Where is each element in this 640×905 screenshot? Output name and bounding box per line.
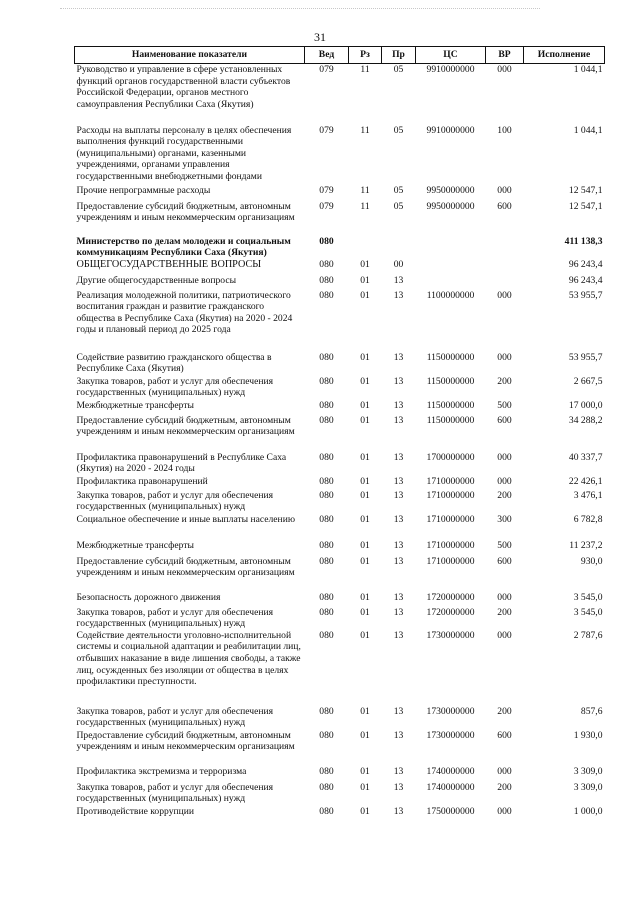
cell-pr: 13 bbox=[393, 489, 404, 501]
cell-pr: 13 bbox=[393, 629, 404, 641]
cell-vr: 000 bbox=[497, 184, 512, 196]
cell-rz: 01 bbox=[360, 729, 370, 741]
cell-pr: 13 bbox=[393, 591, 404, 603]
cell-exec: 411 138,3 bbox=[564, 235, 603, 247]
cell-rz: 01 bbox=[360, 414, 370, 426]
cell-vr: 000 bbox=[497, 475, 512, 487]
cell-pr: 13 bbox=[393, 513, 404, 525]
cell-rz: 01 bbox=[360, 513, 370, 525]
cell-cs: 1710000000 bbox=[426, 489, 475, 501]
cell-rz: 01 bbox=[360, 781, 370, 793]
cell-name: Социальное обеспечение и иные выплаты населению bbox=[76, 513, 295, 525]
cell-ved: 080 bbox=[319, 781, 334, 793]
cell-cs bbox=[416, 275, 486, 290]
cell-name: Содействие деятельности уголовно-исполнительной системы и социальной адаптации и реабилитации лиц, отбывших наказание в виде лишения свободы, а также лиц, осужденных без изоляции от общества в целях профилактики преступности. bbox=[76, 629, 301, 688]
cell-exec: 12 547,1 bbox=[568, 184, 603, 196]
cell-cs: 9950000000 bbox=[426, 200, 475, 212]
table-row bbox=[75, 125, 605, 185]
cell-rz: 01 bbox=[360, 351, 370, 363]
cell-name: Безопасность дорожного движения bbox=[76, 591, 221, 603]
cell-pr: 00 bbox=[393, 258, 404, 270]
table-row bbox=[75, 400, 605, 415]
cell-vr: 200 bbox=[497, 489, 512, 501]
cell-name: Закупка товаров, работ и услуг для обеспечения государственных (муниципальных) нужд bbox=[76, 781, 274, 805]
table-row bbox=[75, 630, 605, 706]
cell-pr: 13 bbox=[393, 451, 404, 463]
cell-exec: 2 667,5 bbox=[573, 375, 603, 387]
cell-name: Реализация молодежной политики, патриотического воспитания граждан и развитие гражданского общества в Республике Саха (Якутия) на 2020 - 2024 годы и плановый период до 2025 года bbox=[76, 289, 293, 336]
table-row bbox=[75, 607, 605, 630]
cell-ved: 080 bbox=[319, 629, 334, 641]
cell-cs bbox=[416, 259, 486, 275]
table-row bbox=[75, 592, 605, 607]
cell-name: Расходы на выплаты персоналу в целях обеспечения выполнения функций государственными (муниципальными) органами, казенными учреждениями, органами управления государственными внебюджетными фондами bbox=[76, 124, 292, 182]
cell-pr: 13 bbox=[393, 274, 404, 286]
cell-pr: 05 bbox=[393, 64, 404, 75]
cell-rz: 01 bbox=[360, 375, 370, 387]
cell-pr: 13 bbox=[393, 414, 404, 426]
cell-ved: 080 bbox=[319, 513, 334, 525]
cell-pr: 13 bbox=[393, 375, 404, 387]
table-header-row bbox=[75, 47, 605, 64]
cell-exec: 96 243,4 bbox=[568, 258, 603, 270]
header-exec: Исполнение bbox=[524, 47, 605, 64]
cell-exec: 53 955,7 bbox=[568, 289, 603, 301]
cell-rz: 01 bbox=[360, 805, 370, 817]
cell-rz bbox=[349, 236, 382, 259]
cell-name: Содействие развитию гражданского общества в Республике Саха (Якутия) bbox=[76, 351, 272, 375]
cell-exec: 3 309,0 bbox=[573, 765, 603, 777]
cell-name: Предоставление субсидий бюджетным, автономным учреждениям и иным некоммерческим организациям bbox=[76, 729, 295, 753]
table-row bbox=[75, 806, 605, 820]
cell-ved: 080 bbox=[319, 606, 334, 618]
cell-vr: 100 bbox=[497, 124, 512, 136]
cell-pr: 05 bbox=[393, 124, 404, 136]
page-number: 31 bbox=[314, 30, 326, 44]
cell-ved: 079 bbox=[319, 64, 334, 75]
cell-exec: 1 930,0 bbox=[573, 729, 603, 741]
table-row bbox=[75, 540, 605, 556]
table-row bbox=[75, 452, 605, 476]
cell-ved: 079 bbox=[319, 200, 334, 212]
cell-vr: 600 bbox=[497, 729, 512, 741]
table-row bbox=[75, 476, 605, 490]
cell-vr: 200 bbox=[497, 705, 512, 717]
cell-name: Другие общегосударственные вопросы bbox=[76, 274, 237, 286]
cell-cs: 1150000000 bbox=[426, 414, 475, 426]
cell-name: Предоставление субсидий бюджетным, автономным учреждениям и иным некоммерческим организациям bbox=[76, 414, 295, 438]
cell-exec: 96 243,4 bbox=[568, 274, 603, 286]
cell-ved: 080 bbox=[319, 805, 334, 817]
cell-name: Закупка товаров, работ и услуг для обеспечения государственных (муниципальных) нужд bbox=[76, 705, 274, 729]
cell-name: Профилактика правонарушений в Республике Саха (Якутия) на 2020 - 2024 годы bbox=[76, 451, 287, 475]
cell-exec: 930,0 bbox=[580, 555, 603, 567]
cell-cs: 1700000000 bbox=[426, 451, 475, 463]
cell-rz: 01 bbox=[360, 489, 370, 501]
cell-exec: 22 426,1 bbox=[568, 475, 603, 487]
cell-ved: 080 bbox=[319, 274, 334, 286]
cell-pr: 13 bbox=[393, 399, 404, 411]
cell-cs: 1710000000 bbox=[426, 513, 475, 525]
cell-vr: 300 bbox=[497, 513, 512, 525]
cell-ved: 080 bbox=[319, 475, 334, 487]
cell-ved: 080 bbox=[319, 351, 334, 363]
cell-rz: 01 bbox=[360, 765, 370, 777]
cell-ved: 080 bbox=[319, 451, 334, 463]
cell-cs: 1740000000 bbox=[426, 781, 475, 793]
cell-pr: 13 bbox=[393, 705, 404, 717]
cell-vr: 500 bbox=[497, 539, 512, 551]
scan-noise-line bbox=[60, 8, 540, 15]
cell-exec: 40 337,7 bbox=[568, 451, 603, 463]
cell-pr: 13 bbox=[393, 606, 404, 618]
cell-vr: 000 bbox=[497, 289, 512, 301]
cell-cs: 1150000000 bbox=[426, 351, 475, 363]
table-row bbox=[75, 64, 605, 125]
table-row bbox=[75, 290, 605, 352]
cell-rz: 01 bbox=[360, 705, 370, 717]
cell-rz: 01 bbox=[360, 629, 370, 641]
cell-rz: 11 bbox=[360, 184, 370, 196]
cell-vr: 000 bbox=[497, 591, 512, 603]
cell-cs bbox=[416, 236, 486, 259]
cell-ved: 080 bbox=[319, 399, 334, 411]
cell-name: Прочие непрограммные расходы bbox=[76, 184, 211, 196]
cell-vr: 000 bbox=[497, 64, 512, 75]
cell-vr: 200 bbox=[497, 781, 512, 793]
table-row bbox=[75, 376, 605, 400]
cell-vr: 600 bbox=[497, 414, 512, 426]
cell-ved: 080 bbox=[319, 375, 334, 387]
cell-cs: 1730000000 bbox=[426, 729, 475, 741]
cell-exec: 53 955,7 bbox=[568, 351, 603, 363]
cell-ved: 080 bbox=[319, 258, 334, 270]
table-row bbox=[75, 201, 605, 236]
cell-cs: 1710000000 bbox=[426, 539, 475, 551]
header-pr: Пр bbox=[382, 47, 416, 64]
cell-name: Профилактика правонарушений bbox=[76, 475, 208, 487]
cell-rz: 01 bbox=[360, 475, 370, 487]
cell-rz: 01 bbox=[360, 399, 370, 411]
cell-ved: 079 bbox=[319, 124, 334, 136]
cell-rz: 01 bbox=[360, 289, 370, 301]
cell-pr bbox=[382, 236, 416, 259]
cell-rz: 01 bbox=[360, 451, 370, 463]
cell-name: ОБЩЕГОСУДАРСТВЕННЫЕ ВОПРОСЫ bbox=[76, 258, 262, 270]
cell-rz: 11 bbox=[360, 124, 370, 136]
cell-ved: 080 bbox=[319, 555, 334, 567]
cell-name: Противодействие коррупции bbox=[76, 805, 195, 817]
cell-name: Предоставление субсидий бюджетным, автономным учреждениям и иным некоммерческим организациям bbox=[76, 555, 295, 579]
cell-name: Профилактика экстремизма и терроризма bbox=[76, 765, 247, 777]
cell-exec: 17 000,0 bbox=[568, 399, 603, 411]
cell-exec: 857,6 bbox=[580, 705, 603, 717]
cell-exec: 11 237,2 bbox=[569, 539, 603, 551]
cell-cs: 1750000000 bbox=[426, 805, 475, 817]
cell-vr: 000 bbox=[497, 451, 512, 463]
table-row bbox=[75, 556, 605, 592]
table-row bbox=[75, 185, 605, 201]
table-row bbox=[75, 706, 605, 730]
cell-ved: 080 bbox=[319, 414, 334, 426]
cell-vr: 000 bbox=[497, 805, 512, 817]
header-ved: Вед bbox=[305, 47, 349, 64]
cell-rz: 01 bbox=[360, 258, 370, 270]
cell-ved: 079 bbox=[319, 184, 334, 196]
cell-cs: 1720000000 bbox=[426, 591, 475, 603]
cell-name: Закупка товаров, работ и услуг для обеспечения государственных (муниципальных) нужд bbox=[76, 489, 274, 513]
table-row bbox=[75, 514, 605, 540]
cell-vr: 600 bbox=[497, 200, 512, 212]
table-row bbox=[75, 730, 605, 766]
cell-cs: 1730000000 bbox=[426, 629, 475, 641]
cell-vr: 200 bbox=[497, 606, 512, 618]
cell-rz: 01 bbox=[360, 591, 370, 603]
cell-pr: 13 bbox=[393, 351, 404, 363]
cell-rz: 11 bbox=[360, 64, 370, 75]
cell-cs: 1100000000 bbox=[426, 289, 475, 301]
cell-pr: 13 bbox=[393, 805, 404, 817]
cell-name: Закупка товаров, работ и услуг для обеспечения государственных (муниципальных) нужд bbox=[76, 606, 274, 630]
cell-vr: 000 bbox=[497, 765, 512, 777]
cell-name: Межбюджетные трансферты bbox=[76, 399, 194, 411]
table-body bbox=[75, 64, 605, 820]
cell-ved: 080 bbox=[319, 235, 334, 247]
cell-cs: 1720000000 bbox=[426, 606, 475, 618]
cell-vr bbox=[486, 275, 524, 290]
cell-exec: 3 545,0 bbox=[573, 591, 603, 603]
cell-pr: 05 bbox=[393, 200, 404, 212]
cell-rz: 01 bbox=[360, 606, 370, 618]
cell-cs: 1150000000 bbox=[426, 399, 475, 411]
cell-vr bbox=[486, 236, 524, 259]
cell-vr: 000 bbox=[497, 351, 512, 363]
cell-ved: 080 bbox=[319, 729, 334, 741]
cell-exec: 3 545,0 bbox=[573, 606, 603, 618]
cell-exec: 1 000,0 bbox=[573, 805, 603, 817]
cell-exec: 1 044,1 bbox=[573, 64, 603, 75]
table-row bbox=[75, 782, 605, 806]
cell-pr: 13 bbox=[393, 539, 404, 551]
cell-rz: 01 bbox=[360, 555, 370, 567]
cell-exec: 6 782,8 bbox=[573, 513, 603, 525]
header-cs: ЦС bbox=[416, 47, 486, 64]
cell-vr: 000 bbox=[497, 629, 512, 641]
cell-vr: 600 bbox=[497, 555, 512, 567]
cell-exec: 3 476,1 bbox=[573, 489, 603, 501]
table-row bbox=[75, 490, 605, 514]
cell-cs: 9950000000 bbox=[426, 184, 475, 196]
cell-vr bbox=[486, 259, 524, 275]
cell-name: Предоставление субсидий бюджетным, автономным учреждениям и иным некоммерческим организациям bbox=[76, 200, 295, 224]
cell-exec: 1 044,1 bbox=[573, 124, 603, 136]
table-row bbox=[75, 352, 605, 376]
table-row bbox=[75, 259, 605, 275]
cell-exec: 34 288,2 bbox=[568, 414, 603, 426]
cell-exec: 2 787,6 bbox=[573, 629, 603, 641]
table-row bbox=[75, 766, 605, 782]
cell-exec: 12 547,1 bbox=[568, 200, 603, 212]
cell-vr: 200 bbox=[497, 375, 512, 387]
cell-pr: 13 bbox=[393, 781, 404, 793]
cell-ved: 080 bbox=[319, 765, 334, 777]
cell-name: Министерство по делам молодежи и социальным коммуникациям Республики Саха (Якутия) bbox=[76, 235, 291, 259]
cell-ved: 080 bbox=[319, 289, 334, 301]
header-name: Наименование показатели bbox=[75, 47, 305, 64]
header-vr: ВР bbox=[486, 47, 524, 64]
cell-cs: 1740000000 bbox=[426, 765, 475, 777]
cell-cs: 1730000000 bbox=[426, 705, 475, 717]
cell-ved: 080 bbox=[319, 489, 334, 501]
cell-cs: 1710000000 bbox=[426, 475, 475, 487]
cell-name: Руководство и управление в сфере установленных функций органов государственной власти субъектов Российской Федерации, органов местного самоуправления Республики Саха (Якутия) bbox=[76, 64, 291, 110]
table-row bbox=[75, 415, 605, 452]
cell-cs: 1710000000 bbox=[426, 555, 475, 567]
table-row bbox=[75, 236, 605, 259]
cell-cs: 9910000000 bbox=[426, 124, 475, 136]
cell-ved: 080 bbox=[319, 591, 334, 603]
cell-pr: 13 bbox=[393, 555, 404, 567]
cell-exec: 3 309,0 bbox=[573, 781, 603, 793]
cell-name: Закупка товаров, работ и услуг для обеспечения государственных (муниципальных) нужд bbox=[76, 375, 274, 399]
cell-rz: 11 bbox=[360, 200, 370, 212]
cell-cs: 1150000000 bbox=[426, 375, 475, 387]
budget-execution-table bbox=[74, 46, 605, 820]
cell-ved: 080 bbox=[319, 539, 334, 551]
table-row bbox=[75, 275, 605, 290]
cell-vr: 500 bbox=[497, 399, 512, 411]
cell-pr: 13 bbox=[393, 729, 404, 741]
cell-rz: 01 bbox=[360, 539, 370, 551]
cell-pr: 13 bbox=[393, 289, 404, 301]
cell-rz: 01 bbox=[360, 274, 370, 286]
cell-name: Межбюджетные трансферты bbox=[76, 539, 194, 551]
cell-pr: 13 bbox=[393, 765, 404, 777]
header-rz: Рз bbox=[349, 47, 382, 64]
cell-cs: 9910000000 bbox=[426, 64, 475, 75]
cell-pr: 13 bbox=[393, 475, 404, 487]
cell-ved: 080 bbox=[319, 705, 334, 717]
cell-pr: 05 bbox=[393, 184, 404, 196]
